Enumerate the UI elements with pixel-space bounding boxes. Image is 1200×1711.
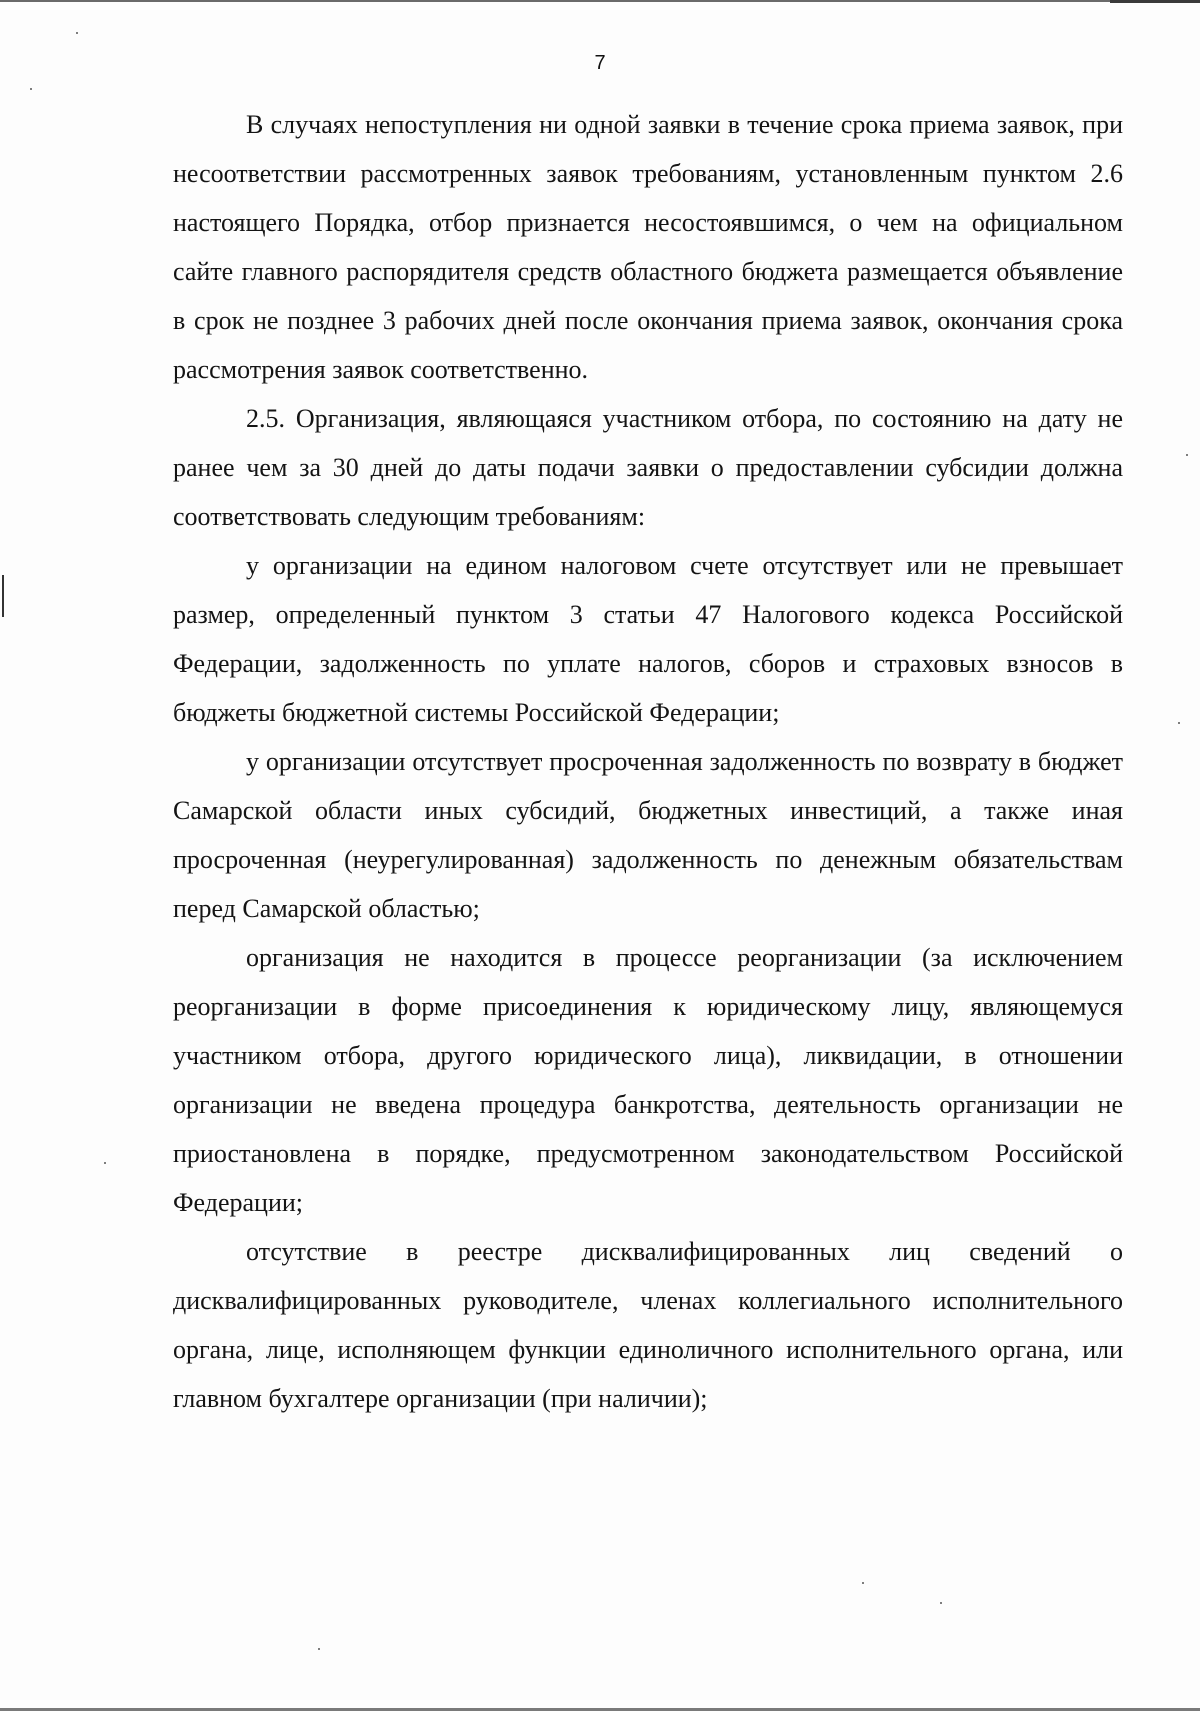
scan-speck [862,1582,864,1584]
scan-speck [1178,722,1180,724]
document-body [173,100,1123,1423]
scan-speck [104,1162,106,1164]
scan-mark-left [2,575,4,617]
scan-speck [76,32,78,34]
paragraph-overdue-debt: у организации отсутствует просроченная задолженность по возврату в бюджет Самарской области иных субсидий, бюджетных инвестиций, а также иная просроченная (неурегулированная) задолженность по денежным обязательствам перед Самарской областью; [173,747,1123,923]
page-number: 7 [594,52,606,74]
scan-edge-top [0,0,1200,2]
paragraph-no-applications: В случаях непоступления ни одной заявки в течение срока приема заявок, при несоответствии рассмотренных заявок требованиям, установленным пунктом 2.6 настоящего Порядка, отбор признается несостоявшимся, о чем на официальном сайте главного распорядителя средств областного бюджета размещается объявление в срок не позднее 3 рабочих дней после окончания приема заявок, окончания срока рассмотрения заявок соответственно. [173,110,1123,384]
scan-speck [940,1602,942,1604]
scan-speck [318,1648,320,1650]
paragraph-reorganization: организация не находится в процессе реорганизации (за исключением реорганизации в форме присоединения к юридическому лицу, являющемуся участником отбора, другого юридического лица), ликвидации, в отношении организации не введена процедура банкротства, деятельность организации не приостановлена в порядке, предусмотренном законодательством Российской Федерации; [173,943,1123,1217]
paragraph-disqualified-persons: отсутствие в реестре дисквалифицированных лиц сведений о дисквалифицированных руководителе, членах коллегиального исполнительного органа, лице, исполняющем функции единоличного исполнительного органа, или главном бухгалтере организации (при наличии); [173,1237,1123,1413]
paragraph-tax-debt: у организации на едином налоговом счете отсутствует или не превышает размер, определенный пунктом 3 статьи 47 Налогового кодекса Российской Федерации, задолженность по уплате налогов, сборов и страховых взносов в бюджеты бюджетной системы Российской Федерации; [173,551,1123,727]
scan-speck [30,88,32,90]
paragraph-2-5-requirements: 2.5. Организация, являющаяся участником отбора, по состоянию на дату не ранее чем за 30 дней до даты подачи заявки о предоставлении субсидии должна соответствовать следующим требованиям: [173,404,1123,531]
scan-speck [1186,454,1188,456]
scan-edge-top-right [1110,0,1200,3]
